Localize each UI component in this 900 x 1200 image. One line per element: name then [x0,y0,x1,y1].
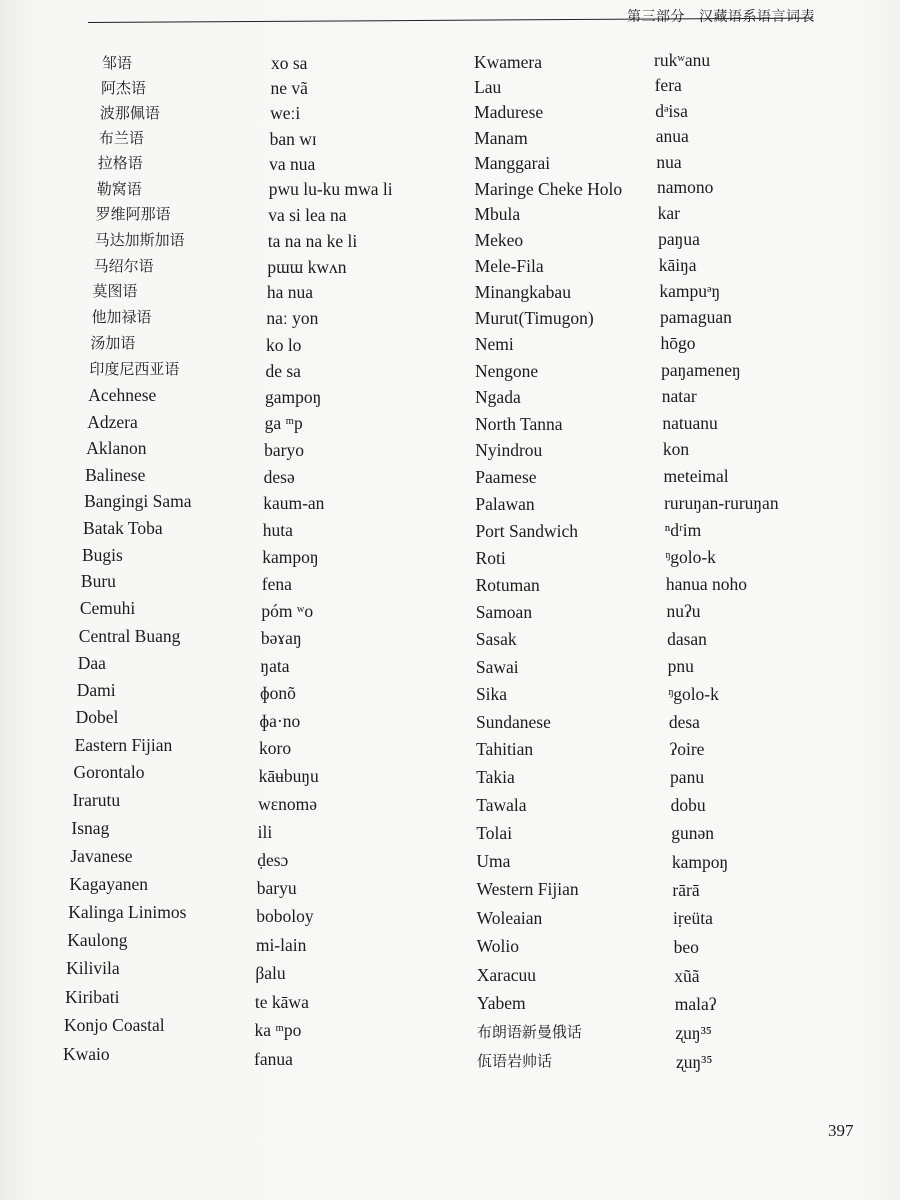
right-language-entry: Manam [474,127,528,148]
left-language-entry: Buru [80,571,116,592]
right-word-entry: malaʔ [674,994,717,1015]
right-word-entry: desa [668,711,700,732]
right-word-entry: nua [656,151,682,172]
right-language-entry: Rotuman [475,574,540,595]
right-language-entry: Yabem [476,993,526,1014]
right-word-entry: dᵊisa [655,100,688,121]
left-language-entry: Aklanon [86,438,147,459]
left-language-entry: Batak Toba [83,517,163,538]
right-language-entry: Sawai [475,656,519,677]
right-language-entry: Sundanese [476,711,551,732]
right-language-entry: Takia [476,767,515,788]
left-language-entry: 罗维阿那语 [95,205,171,224]
right-language-entry: Kwamera [474,52,543,72]
right-word-entry: ᵑgolo-k [665,547,716,568]
right-word-entry: meteimal [663,466,729,487]
left-language-entry: 勒窝语 [96,179,142,198]
right-language-entry: Uma [476,851,511,872]
left-language-entry: 波那佩语 [99,104,160,123]
right-language-entry: 布朗语新曼俄话 [476,1023,582,1042]
left-language-entry: Isnag [71,817,110,838]
left-word-entry: βalu [255,963,286,984]
right-language-entry: Palawan [475,493,535,514]
left-word-entry: pɯɯ kwʌn [267,256,347,277]
right-language-entry: Maringe Cheke Holo [474,178,623,199]
left-word-entry: de sa [265,360,301,381]
left-word-entry: ha nua [266,282,314,303]
right-language-entry: Sasak [475,629,517,650]
left-language-entry: Kiribati [65,986,120,1007]
right-word-entry: paŋua [658,228,700,249]
right-word-entry: kāiŋa [658,254,697,275]
right-word-entry: rārā [672,879,700,900]
left-language-entry: Cemuhi [79,598,136,619]
right-language-entry: Nemi [474,334,514,355]
left-language-entry: Kaulong [67,930,128,951]
left-word-entry: desə [263,466,295,487]
left-word-entry: gampoŋ [265,387,322,408]
left-word-entry: ban wɪ [269,128,317,149]
right-word-entry: ʐuŋ³⁵ [676,1052,713,1072]
right-language-entry: Roti [475,547,506,568]
left-word-entry: ɸa·no [259,710,301,731]
right-language-entry: Paamese [475,466,537,487]
left-word-entry: kaum-an [263,493,325,514]
right-word-entry: iṛeüta [673,908,713,929]
left-language-entry: 莫图语 [92,282,138,301]
right-language-entry: Lau [474,77,502,98]
left-language-entry: 马绍尔语 [93,256,154,275]
right-language-entry: Madurese [474,102,544,123]
right-word-entry: dasan [667,628,707,649]
right-language-entry: Minangkabau [474,282,571,303]
right-word-entry: anua [655,126,689,147]
left-word-entry: baryo [264,439,304,460]
right-word-entry: hōgo [660,333,696,354]
left-word-entry: xo sa [271,53,308,73]
left-language-entry: Konjo Coastal [64,1015,165,1036]
left-word-entry: ta na na ke li [267,230,358,251]
right-word-entry: kon [662,439,690,460]
right-word-entry: nuʔu [666,601,701,622]
right-word-entry: kar [657,202,680,223]
left-word-entry: weːi [270,103,301,124]
left-word-entry: kāʉbuŋu [258,766,319,787]
left-word-entry: fena [261,574,292,595]
left-word-entry: mi-lain [255,934,307,955]
left-word-entry: pwu lu-ku mwa li [268,179,393,200]
right-language-entry: Mbula [474,204,521,225]
left-language-entry: 邹语 [102,54,133,72]
left-word-entry: naː yon [266,308,319,329]
left-word-entry: va nua [269,153,316,174]
left-language-entry: Javanese [70,845,133,866]
right-word-entry: panu [670,767,705,788]
left-language-entry: Kalinga Linimos [68,901,187,922]
left-language-entry: Dami [76,680,116,700]
right-language-entry: Manggarai [474,153,551,174]
right-word-entry: natar [661,386,697,407]
header-section: 第三部分 [627,9,685,25]
right-word-entry: ⁿdʳim [664,519,702,540]
left-word-entry: va si lea na [268,205,347,226]
left-language-entry: Kagayanen [69,873,149,894]
left-word-entry: ɸonõ [259,683,296,704]
left-word-entry: huta [262,520,293,541]
left-word-entry: te kāwa [254,991,309,1012]
right-language-entry: Tolai [476,823,513,844]
right-word-entry: hanua noho [665,574,748,595]
left-language-entry: Daa [77,652,106,673]
right-word-entry: beo [673,936,699,957]
left-word-entry: boboloy [256,906,314,927]
right-language-entry: Wolio [476,936,520,957]
right-word-entry: kampoŋ [671,851,729,872]
left-word-entry: fanua [254,1049,293,1069]
left-language-entry: Kilivila [66,958,120,979]
right-language-entry: Port Sandwich [475,520,579,541]
left-language-entry: 马达加斯加语 [94,230,185,249]
left-word-entry: kampoŋ [262,547,319,568]
left-word-entry: ne vã [270,78,308,99]
left-language-entry: 布兰语 [98,129,144,148]
right-word-entry: paŋameneŋ [661,359,741,380]
right-word-entry: ʔoire [669,739,705,760]
left-language-entry: Dobel [75,707,119,728]
right-language-entry: Sika [475,684,508,705]
right-language-entry: Nyindrou [475,440,543,461]
left-language-entry: Acehnese [88,385,157,406]
right-language-entry: Tawala [476,795,527,816]
left-word-entry: wɛnomə [258,793,317,814]
right-language-entry: Nengone [474,360,539,381]
right-word-entry: pnu [667,656,694,677]
left-language-entry: 汤加语 [90,334,136,353]
left-language-entry: 拉格语 [97,154,143,173]
right-word-entry: namono [656,177,714,198]
right-word-entry: dobu [670,795,706,816]
left-language-entry: Irarutu [72,790,121,811]
right-language-entry: Murut(Timugon) [474,308,594,329]
right-word-entry: natuanu [662,412,718,433]
left-language-entry: Bangingi Sama [84,491,192,512]
right-language-entry: North Tanna [475,413,563,434]
left-word-entry: póm ʷo [261,601,314,622]
left-language-entry: Kwaio [63,1044,110,1064]
right-word-entry: ruruŋan-ruruŋan [664,492,779,513]
left-word-entry: koro [259,738,292,759]
left-language-entry: 印度尼西亚语 [89,360,180,379]
right-language-entry: 佤语岩帅话 [477,1052,553,1070]
right-language-entry: Woleaian [476,907,543,928]
header-title: 汉藏语系语言词表 [699,9,815,25]
left-language-entry: 他加禄语 [91,308,152,327]
left-word-entry: ga ᵐp [264,413,303,434]
left-word-entry: ko lo [265,334,302,355]
left-word-entry: ḍesɔ [257,849,289,870]
left-language-entry: Bugis [81,544,123,565]
left-language-entry: Balinese [85,464,146,485]
right-word-entry: ᵑgolo-k [668,683,719,704]
right-word-entry: pamaguan [659,306,732,327]
right-word-entry: ʐuŋ³⁵ [675,1023,712,1044]
right-word-entry: gunən [671,823,715,844]
left-language-entry: Gorontalo [73,762,145,783]
right-word-entry: rukʷanu [654,50,711,70]
right-language-entry: Mele-Fila [474,256,544,277]
page-number: 397 [828,1121,854,1140]
right-word-entry: kampuᵊŋ [659,280,721,301]
left-word-entry: bəɤaŋ [260,628,302,649]
right-language-entry: Western Fijian [476,879,579,900]
right-word-entry: xũã [674,965,700,986]
left-word-entry: ili [257,821,273,842]
left-word-entry: ŋata [260,655,290,676]
left-language-entry: 阿杰语 [100,78,146,97]
left-word-entry: baryu [256,878,297,898]
left-word-entry: ka ᵐpo [254,1020,302,1041]
right-language-entry: Samoan [475,601,533,622]
left-language-entry: Adzera [87,411,138,432]
right-language-entry: Mekeo [474,230,524,251]
left-language-entry: Eastern Fijian [74,734,173,755]
right-word-entry: fera [654,75,682,96]
left-language-entry: Central Buang [78,625,181,646]
right-language-entry: Ngada [475,387,521,408]
right-language-entry: Xaracuu [476,964,537,985]
running-header [627,6,815,26]
right-language-entry: Tahitian [476,739,534,760]
